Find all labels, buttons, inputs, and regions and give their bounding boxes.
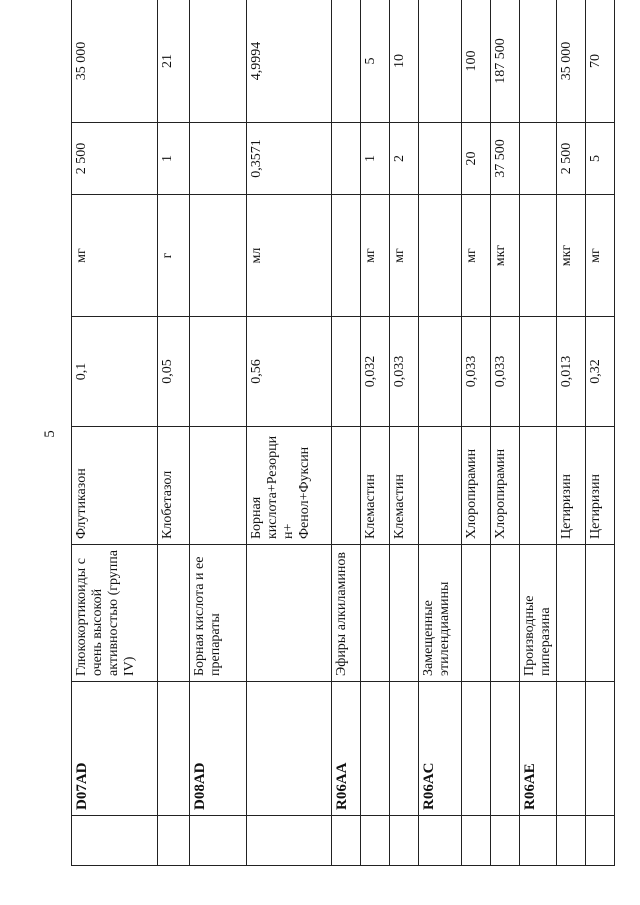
amount-cell: 0,1 [72,317,158,427]
atc-code-cell [557,682,586,816]
substance-cell [520,427,557,545]
group-name-cell [586,545,615,682]
table-row [390,0,419,866]
table-row [586,0,615,866]
table-row [190,0,247,866]
substance-cell: Флутиказон [72,427,158,545]
atc-code-cell: R06AA [332,682,361,816]
group-name-cell: Замещенные этилендиамины [419,545,462,682]
unit-cell [419,195,462,317]
substance-cell: Хлоропирамин [491,427,520,545]
substance-cell [190,427,247,545]
blank-cell [390,816,419,866]
substance-cell: Клемастин [390,427,419,545]
amount-cell: 0,32 [586,317,615,427]
group-name-cell [361,545,390,682]
amount-cell: 0,05 [158,317,190,427]
amount-cell [520,317,557,427]
total-cell: 5 [361,0,390,123]
total-cell: 35 000 [557,0,586,123]
atc-code-cell [361,682,390,816]
atc-code-cell [158,682,190,816]
blank-cell [72,816,158,866]
blank-cell [419,816,462,866]
quantity-cell [419,123,462,195]
amount-cell [332,317,361,427]
table-row [462,0,491,866]
substance-cell: Борная кислота+Резорцин+ Фенол+Фуксин [247,427,332,545]
page-number: 5 [42,430,58,438]
quantity-cell: 1 [361,123,390,195]
atc-code-cell [462,682,491,816]
total-cell: 21 [158,0,190,123]
quantity-cell: 5 [586,123,615,195]
amount-cell: 0,013 [557,317,586,427]
atc-code-cell [586,682,615,816]
total-cell: 70 [586,0,615,123]
substance-cell [419,427,462,545]
quantity-cell [520,123,557,195]
total-cell: 4,9994 [247,0,332,123]
amount-cell: 0,033 [390,317,419,427]
amount-cell: 0,56 [247,317,332,427]
total-cell: 100 [462,0,491,123]
amount-cell: 0,033 [462,317,491,427]
table-row [158,0,190,866]
quantity-cell: 2 500 [557,123,586,195]
unit-cell: мкг [491,195,520,317]
total-cell: 35 000 [72,0,158,123]
group-name-cell [390,545,419,682]
amount-cell: 0,032 [361,317,390,427]
table-row [520,0,557,866]
total-cell: 187 500 [491,0,520,123]
quantity-cell: 1 [158,123,190,195]
table-body [72,0,615,866]
group-name-cell: Глюкокортикоиды с очень высокой активностью (группа IV) [72,545,158,682]
table-row [491,0,520,866]
substance-cell: Хлоропирамин [462,427,491,545]
unit-cell: мл [247,195,332,317]
atc-code-cell: D08AD [190,682,247,816]
blank-cell [158,816,190,866]
quantity-cell [332,123,361,195]
unit-cell [332,195,361,317]
substance-cell: Клемастин [361,427,390,545]
blank-cell [190,816,247,866]
table-row [419,0,462,866]
unit-cell: мг [586,195,615,317]
group-name-cell: Эфиры алкиламинов [332,545,361,682]
total-cell [332,0,361,123]
atc-code-cell [390,682,419,816]
substance-cell: Цетиризин [557,427,586,545]
blank-cell [247,816,332,866]
group-name-cell [158,545,190,682]
total-cell [419,0,462,123]
substance-cell: Клобетазол [158,427,190,545]
unit-cell: мг [361,195,390,317]
blank-cell [491,816,520,866]
group-name-cell [491,545,520,682]
group-name-cell: Борная кислота и ее препараты [190,545,247,682]
total-cell [520,0,557,123]
quantity-cell: 37 500 [491,123,520,195]
quantity-cell: 2 500 [72,123,158,195]
amount-cell [190,317,247,427]
unit-cell: мг [390,195,419,317]
quantity-cell [190,123,247,195]
table-row [247,0,332,866]
total-cell: 10 [390,0,419,123]
group-name-cell: Производные пиперазина [520,545,557,682]
quantity-cell: 20 [462,123,491,195]
group-name-cell [557,545,586,682]
atc-code-cell [491,682,520,816]
group-name-cell [247,545,332,682]
blank-cell [520,816,557,866]
total-cell [190,0,247,123]
blank-cell [586,816,615,866]
atc-code-cell: R06AC [419,682,462,816]
substance-cell: Цетиризин [586,427,615,545]
atc-code-cell: D07AD [72,682,158,816]
blank-cell [332,816,361,866]
amount-cell: 0,033 [491,317,520,427]
table-row [557,0,586,866]
unit-cell [520,195,557,317]
atc-code-cell [247,682,332,816]
table-row [72,0,158,866]
blank-cell [557,816,586,866]
unit-cell: мкг [557,195,586,317]
blank-cell [361,816,390,866]
table-row [361,0,390,866]
quantity-cell: 2 [390,123,419,195]
unit-cell: мг [72,195,158,317]
quantity-cell: 0,3571 [247,123,332,195]
table-row [332,0,361,866]
substance-cell [332,427,361,545]
unit-cell: мг [462,195,491,317]
rotated-page-content [71,0,608,866]
unit-cell [190,195,247,317]
atc-code-cell: R06AE [520,682,557,816]
group-name-cell [462,545,491,682]
amount-cell [419,317,462,427]
drug-table [71,0,615,866]
blank-cell [462,816,491,866]
unit-cell: г [158,195,190,317]
